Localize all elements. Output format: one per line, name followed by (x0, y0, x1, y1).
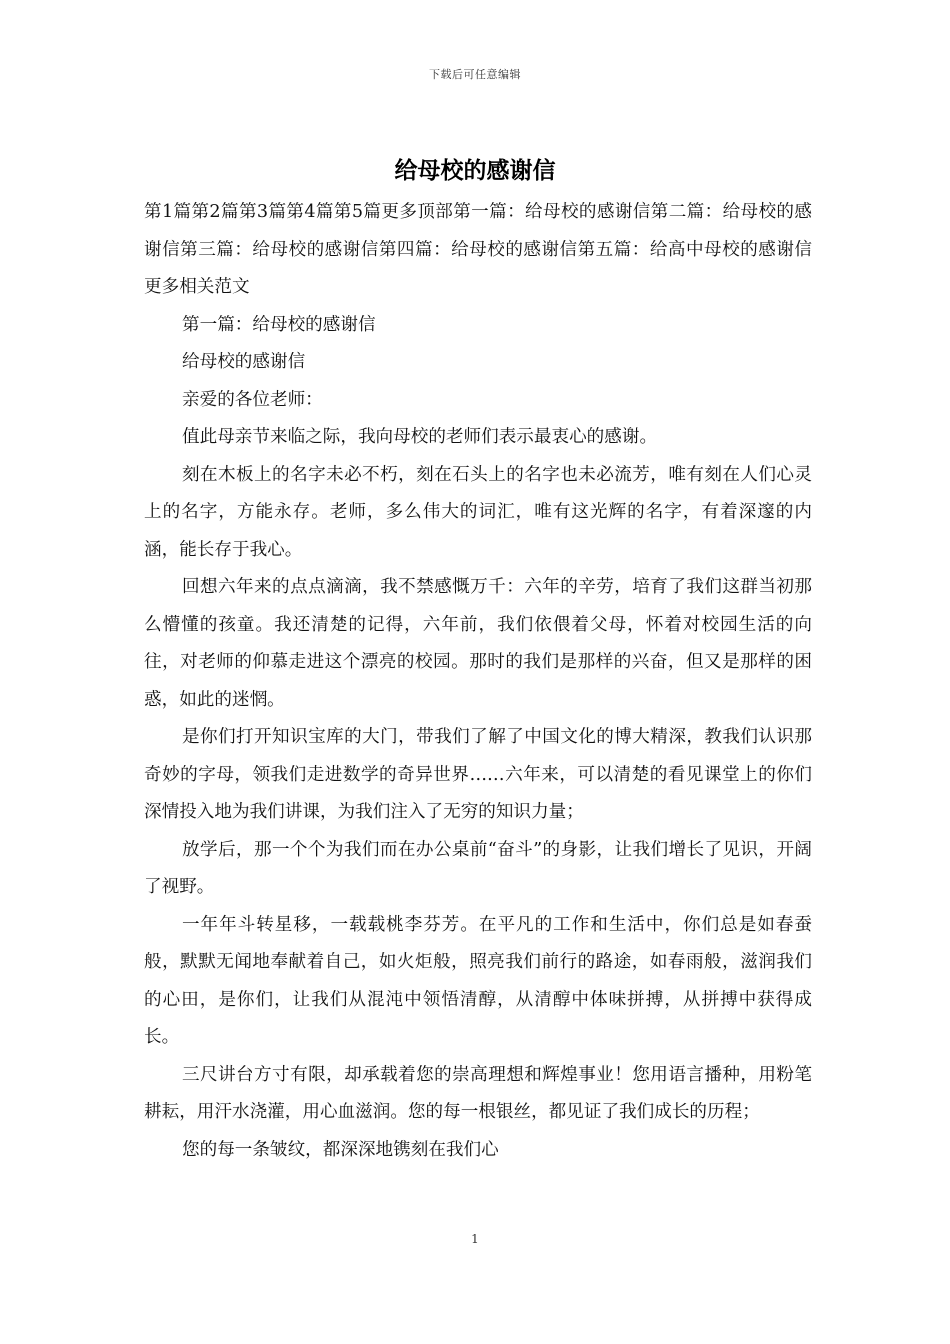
body-paragraph: 刻在木板上的名字未必不朽，刻在石头上的名字也未必流芳，唯有刻在人们心灵上的名字，方能永存。老师，多么伟大的词汇，唯有这光辉的名字，有着深邃的内涵，能长存于我心。 (144, 464, 812, 560)
document-title: 给母校的感谢信 (394, 157, 556, 184)
body-paragraph: 回想六年来的点点滴滴，我不禁感慨万千：六年的辛劳，培育了我们这群当初那么懵懂的孩童。我还清楚的记得，六年前，我们依偎着父母，怀着对校园生活的向往，对老师的仰慕走进这个漂亮的校园。那时的我们是那样的兴奋，但又是那样的困惑，如此的迷惘。 (144, 577, 812, 710)
letter-title: 给母校的感谢信 (182, 352, 306, 372)
page-number: 1 (471, 1232, 479, 1246)
body-paragraph: 值此母亲节来临之际，我向母校的老师们表示最衷心的感谢。 (182, 427, 658, 447)
table-of-contents-paragraph: 第1篇第2篇第3篇第4篇第5篇更多顶部第一篇：给母校的感谢信第二篇：给母校的感谢信第三篇：给母校的感谢信第四篇：给母校的感谢信第五篇：给高中母校的感谢信更多相关范文 (144, 202, 812, 297)
body-paragraph: 三尺讲台方寸有限，却承载着您的崇高理想和辉煌事业！您用语言播种，用粉笔耕耘，用汗水浇灌，用心血滋润。您的每一根银丝，都见证了我们成长的历程； (144, 1064, 812, 1122)
body-paragraph: 一年年斗转星移，一载载桃李芬芳。在平凡的工作和生活中，你们总是如春蚕般，默默无闻地奉献着自己，如火炬般，照亮我们前行的路途，如春雨般，滋润我们的心田，是你们，让我们从混沌中领悟清醇，从清醇中体味拼搏，从拼搏中获得成长。 (144, 914, 812, 1047)
body-paragraph: 您的每一条皱纹，都深深地镌刻在我们心 (182, 1139, 499, 1160)
body-paragraph: 是你们打开知识宝库的大门，带我们了解了中国文化的博大精深，教我们认识那奇妙的字母，领我们走进数学的奇异世界……六年来，可以清楚的看见课堂上的你们深情投入地为我们讲课，为我们注入了无穷的知识力量； (144, 727, 812, 822)
body-paragraph: 放学后，那一个个为我们而在办公桌前“奋斗”的身影，让我们增长了见识，开阔了视野。 (144, 839, 812, 897)
document-body (144, 194, 812, 1169)
header-note: 下载后可任意编辑 (429, 68, 521, 81)
letter-salutation: 亲爱的各位老师： (182, 389, 323, 410)
section-heading: 第一篇：给母校的感谢信 (182, 314, 376, 335)
